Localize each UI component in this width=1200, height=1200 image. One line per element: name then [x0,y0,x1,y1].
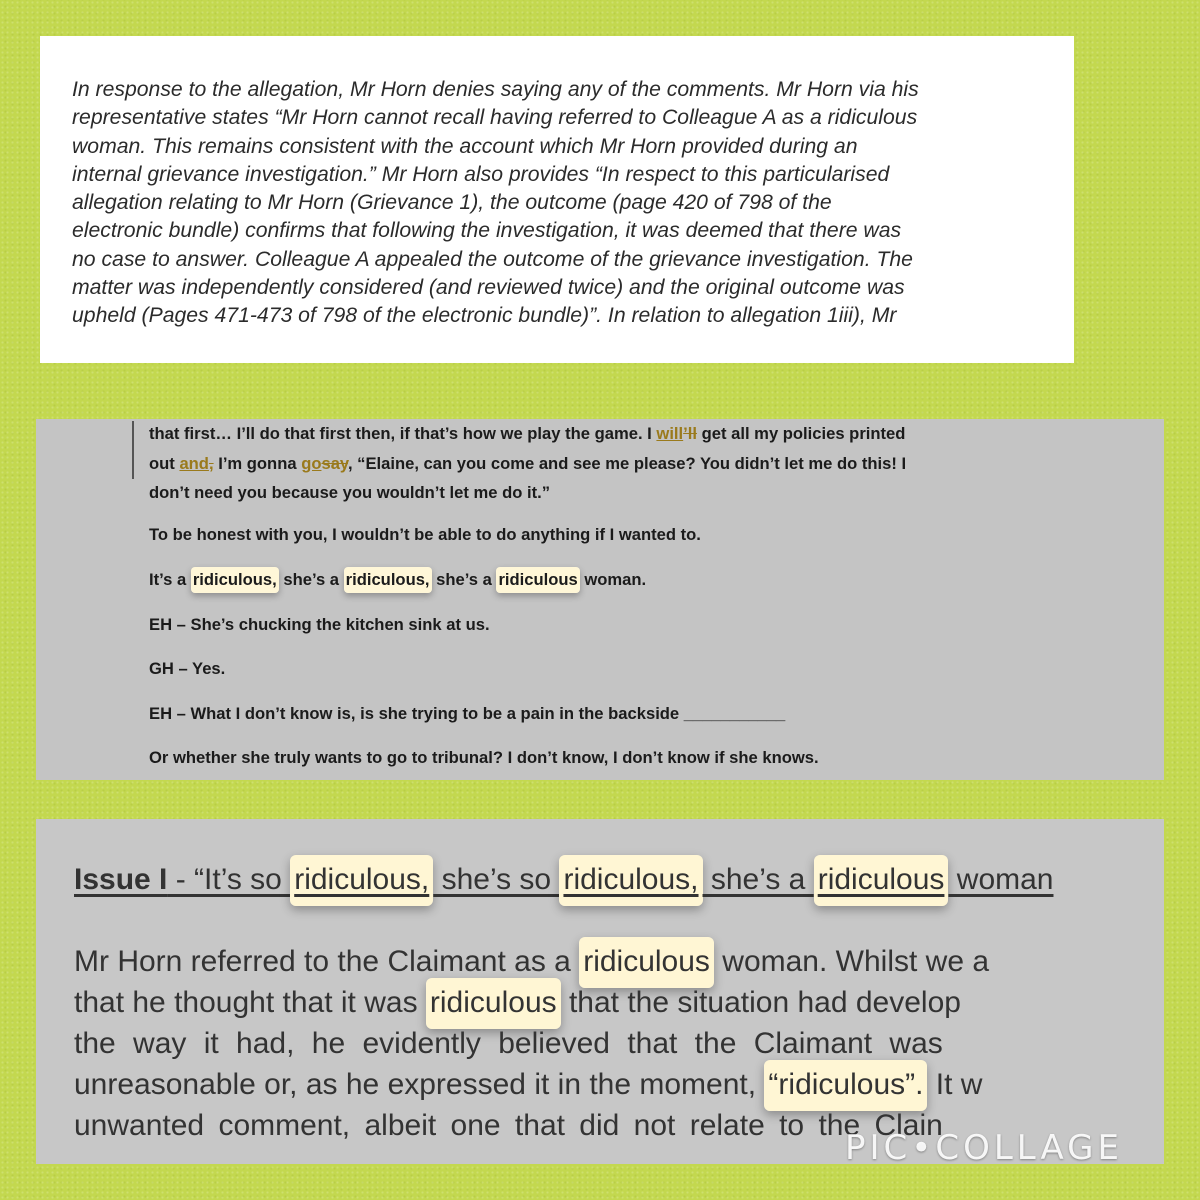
paragraph-line: woman. This remains consistent with the account which Mr Horn provided during an [72,134,858,158]
transcript-line: It’s a ridiculous, she’s a ridiculous, she’s a ridiculous woman. [149,570,646,590]
highlighted-word: ridiculous [814,855,949,906]
highlighted-word: ridiculous [426,978,561,1029]
transcript-line: EH – She’s chucking the kitchen sink at us. [149,615,490,634]
change-bar [132,421,134,479]
tracked-deletion: say [321,454,348,473]
transcript-panel [36,419,1164,780]
transcript-line: don’t need you because you wouldn’t let me do it.” [149,483,551,502]
paragraph-line: unreasonable or, as he expressed it in the moment, “ridiculous”. It w [74,1064,1164,1105]
tracked-deletion: , [208,454,214,473]
paragraph-line: representative states “Mr Horn cannot recall having referred to Colleague A as a ridiculous [72,106,918,130]
transcript-line: out and, I’m gonna gosay, “Elaine, can you come and see me please? You didn’t let me do this! I [149,454,907,473]
paragraph-line: allegation relating to Mr Horn (Grievance 1), the outcome (page 420 of 798 of the [72,191,832,215]
highlighted-word: ridiculous, [344,567,432,593]
paragraph-line: electronic bundle) confirms that following the investigation, it was deemed that there was [72,219,902,243]
highlighted-word: ridiculous, [191,567,279,593]
paragraph-line: the way it had, he evidently believed that the Claimant was [74,1027,943,1060]
transcript-line: EH – What I don’t know is, is she trying to be a pain in the backside ___________ [149,704,786,723]
tracked-deletion: ’ll [683,424,697,443]
pic-collage-watermark: PIC•COLLAGE [845,1128,1123,1168]
highlighted-word: ridiculous, [290,855,433,906]
tracked-insertion: go [301,454,322,473]
paragraph-line: upheld (Pages 471-473 of 798 of the electronic bundle)”. In relation to allegation 1iii), Mr [72,304,897,328]
transcript-line: Or whether she truly wants to go to tribunal? I don’t know, I don’t know if she knows. [149,748,819,767]
paragraph-line: In response to the allegation, Mr Horn denies saying any of the comments. Mr Horn via his [72,78,919,101]
paragraph-line: matter was independently considered (and reviewed twice) and the original outcome was [72,276,905,300]
issue-heading: Issue I - “It’s so ridiculous, she’s so ridiculous, she’s a ridiculous woman [74,863,1053,897]
judgment-paragraph [74,941,1164,1146]
highlighted-word: ridiculous [496,567,579,593]
tracked-insertion: and [179,454,209,473]
paragraph-line: internal grievance investigation.” Mr Horn also provides “In respect to this particularised [72,162,890,186]
judgment-panel [36,819,1164,1164]
transcript-line: GH – Yes. [149,659,226,678]
response-paragraph [72,76,1072,331]
paragraph-line: no case to answer. Colleague A appealed the outcome of the grievance investigation. The [72,247,913,271]
paragraph-line: Mr Horn referred to the Claimant as a ridiculous woman. Whilst we a [74,941,1164,982]
highlighted-word: ridiculous, [559,855,702,906]
transcript-line: that first… I’ll do that first then, if that’s how we play the game. I will’ll get all my policies printed [149,424,906,443]
paragraph-line: unwanted comment, albeit one that did not relate to the Clain [74,1109,943,1142]
document-excerpt-panel [40,36,1074,363]
highlighted-word: ridiculous [579,937,714,988]
transcript-line: To be honest with you, I wouldn’t be able to do anything if I wanted to. [149,525,701,544]
tracked-insertion: will [656,424,684,443]
paragraph-line: that he thought that it was ridiculous that the situation had develop [74,982,1164,1023]
highlighted-word: “ridiculous”. [764,1060,927,1111]
